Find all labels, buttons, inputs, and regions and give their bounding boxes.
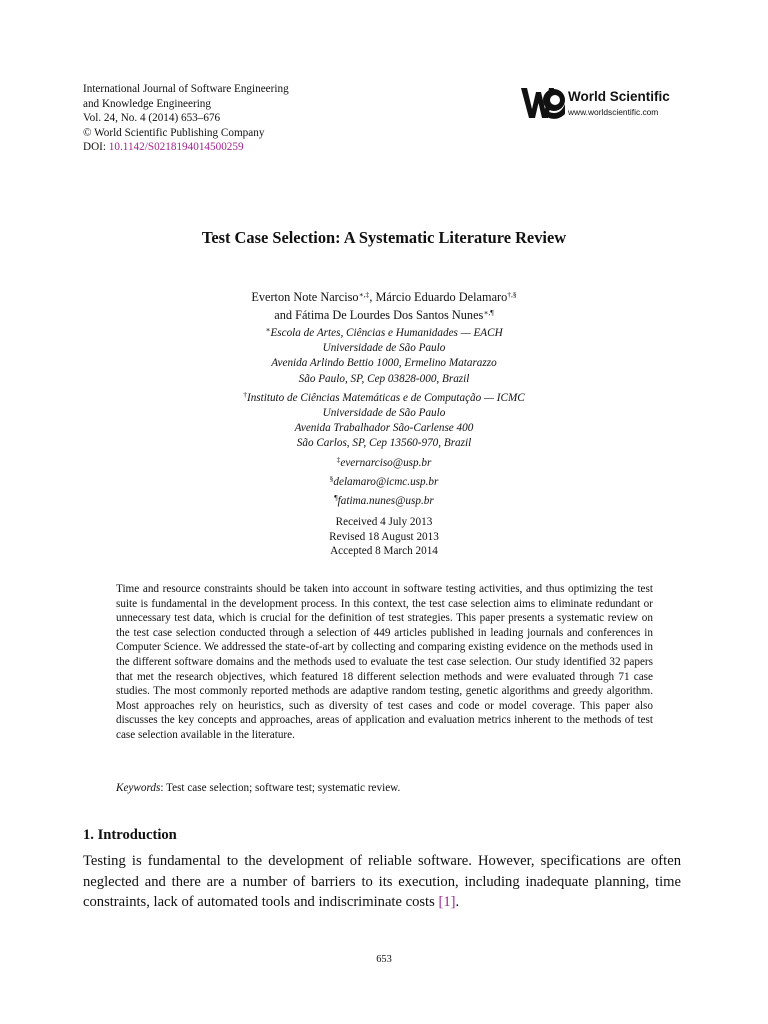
world-scientific-logo-icon — [520, 82, 566, 122]
journal-info — [83, 82, 289, 155]
affiliation-city: São Paulo, SP, Cep 03828-000, Brazil — [298, 372, 470, 385]
affiliation-institution: ∗Escola de Artes, Ciências e Humanidades — EACH — [265, 325, 503, 339]
journal-name-line2: and Knowledge Engineering — [83, 97, 211, 110]
affiliation-address: Avenida Arlindo Bettio 1000, Ermelino Matarazzo — [271, 357, 497, 370]
doi-link[interactable]: 10.1142/S0218194014500259 — [108, 141, 244, 154]
journal-name-line1: International Journal of Software Engineering — [83, 83, 289, 95]
author-name: Everton Note Narciso — [251, 290, 359, 304]
revised-date: Revised 18 August 2013 — [329, 530, 439, 543]
keywords-text: : Test case selection; software test; systematic review. — [160, 782, 401, 794]
affiliation-city: São Carlos, SP, Cep 13560-970, Brazil — [296, 437, 472, 450]
affiliation-university: Universidade de São Paulo — [322, 407, 446, 420]
abstract: Time and resource constraints should be taken into account in software testing activities, and thus optimizing the test suite is fundamental in the development process. In this context, the test case selection aims to eliminate redundant or unnecessary test data, which is crucial for the definition of test strategies. This paper presents a systematic review on the test case selection conducted through a selection of 449 articles published in leading journals and conferences in Computer Science. We addressed the state-of-art by collecting and comparing existing evidence on the methods used in the different software domains and the methods used to evaluate the test case selection. Our study identified 32 papers that met the research objectives, which featured 18 different selection methods and were evaluated through 71 case studies. The most commonly reported methods are adaptive random testing, genetic algorithms and greedy algorithm. Most approaches rely on heuristics, such as diversity of test cases and code or model coverage. This paper also discusses the key concepts and approaches, areas of application and evaluation metrics inherent to the methods of test case selection available in the literature. — [116, 583, 653, 741]
journal-copyright: © World Scientific Publishing Company — [83, 126, 265, 139]
page-number: 653 — [376, 954, 392, 965]
author-affiliation-mark: ∗,‡ — [358, 290, 370, 299]
author-line-2: and Fátima De Lourdes Dos Santos Nunes∗,¶ — [274, 308, 494, 322]
author-affiliation-mark: †,§ — [507, 290, 517, 299]
section-heading: 1. Introduction — [83, 827, 177, 843]
author-email: §delamaro@icmc.usp.br — [329, 473, 439, 488]
publisher-url[interactable]: www.worldscientific.com — [568, 107, 659, 117]
publisher-name: World Scientific — [568, 89, 670, 104]
journal-volume: Vol. 24, No. 4 (2014) 653–676 — [83, 112, 221, 125]
introduction-paragraph: Testing is fundamental to the development of reliable software. However, specifications are often neglected and there are a number of barriers to its execution, including inadequate planning, time constraints, lack of automated tools and indiscriminate costs [1]. — [83, 853, 681, 911]
affiliation-address: Avenida Trabalhador São-Carlense 400 — [294, 422, 474, 435]
affiliation-institution: †Instituto de Ciências Matemáticas e de Computação — ICMC — [243, 389, 525, 404]
keywords-label: Keywords — [116, 782, 161, 794]
author-line-1: Everton Note Narciso∗,‡, Márcio Eduardo Delamaro†,§ — [251, 290, 517, 304]
affiliation-university: Universidade de São Paulo — [322, 342, 446, 355]
author-name: Márcio Eduardo Delamaro — [375, 290, 508, 304]
author-email: ¶fatima.nunes@usp.br — [334, 493, 434, 508]
publication-dates — [0, 515, 768, 559]
publisher-logo — [520, 82, 690, 122]
journal-doi: DOI: 10.1142/S0218194014500259 — [83, 141, 244, 154]
author-name: Fátima De Lourdes Dos Santos Nunes — [295, 308, 484, 322]
paper-title: Test Case Selection: A Systematic Literature Review — [201, 228, 567, 247]
keywords — [116, 781, 653, 796]
affiliations — [0, 322, 768, 509]
citation-link[interactable]: [1] — [438, 894, 456, 911]
author-email: ‡evernarciso@usp.br — [336, 454, 432, 469]
accepted-date: Accepted 8 March 2014 — [330, 545, 438, 558]
author-list — [0, 287, 768, 323]
author-affiliation-mark: ∗,¶ — [483, 308, 494, 317]
received-date: Received 4 July 2013 — [335, 516, 433, 528]
